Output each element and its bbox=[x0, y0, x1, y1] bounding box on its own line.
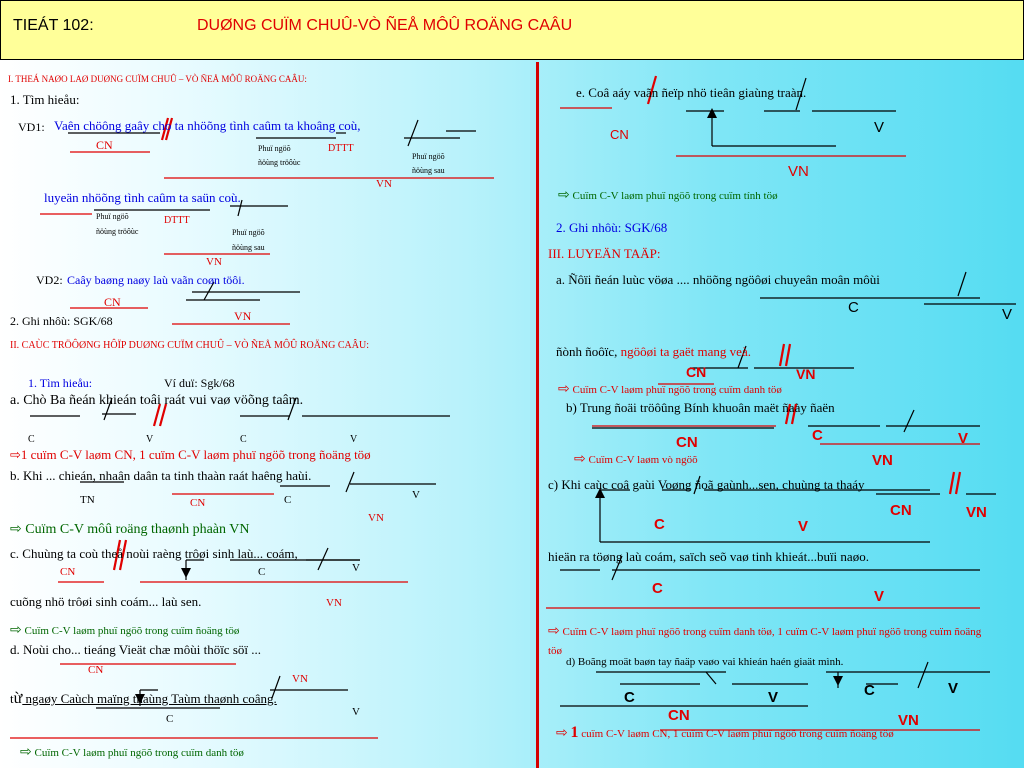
example-c-sentence: c. Chuùng ta coù theå noùi raèng trôøi sinh laù... coám, bbox=[10, 546, 298, 561]
vd1-sentence-2: luyeän nhöõng tình caûm ta saün coù. bbox=[44, 190, 241, 205]
pc-cn: CN bbox=[890, 502, 912, 519]
practice-d-sentence: d) Boãng moät baøn tay ñaäp vaøo vai khieán haén giaät mình. bbox=[566, 656, 844, 668]
vd1-pn-sau-2: ñöùng sau bbox=[412, 166, 445, 175]
section1-subtitle: 1. Tìm hieåu: bbox=[10, 92, 80, 107]
practice-c-sentence: c) Khi caùc coâ gaùi Voøng ñoã gaùnh...sen, chuùng ta thaáy bbox=[548, 477, 865, 492]
section2-example: Ví duï: Sgk/68 bbox=[164, 376, 235, 390]
arrow-icon: ⇨ bbox=[10, 448, 21, 463]
arrow-icon: ⇨ bbox=[548, 623, 560, 639]
pb-vn: VN bbox=[872, 452, 893, 469]
b-tn: TN bbox=[80, 494, 95, 506]
ghi-nho-1: 2. Ghi nhôù: SGK/68 bbox=[10, 314, 113, 328]
practice-c-result: ⇨ Cuïm C-V laøm phuï ngöõ trong cuïm danh töø, 1 cuïm C-V laøm phuï ngöõ trong cuïm ñoäng töø bbox=[548, 623, 982, 657]
pa-vn: VN bbox=[796, 366, 816, 382]
vd1-label: VD1: bbox=[18, 120, 45, 134]
practice-a-sentence: a. Ñôïi ñeán luùc vöøa .... nhöõng ngöôøi chuyeân moân môùi bbox=[556, 272, 880, 287]
arrow-icon: ⇨ bbox=[558, 381, 570, 397]
pa-cn: CN bbox=[686, 364, 707, 380]
practice-c-sentence-2: hieän ra töøng laù coám, saïch seõ vaø tinh khieát...buïi naøo. bbox=[548, 549, 869, 564]
d-v: V bbox=[352, 706, 360, 718]
vd2-label: VD2: bbox=[36, 273, 63, 287]
section1-title: I. THEÁ NAØO LAØ DUØNG CUÏM CHUÛ – VÒ ÑEÅ MÔÛ ROÄNG CAÂU: bbox=[8, 74, 307, 84]
section3-title: III. LUYEÄN TAÄP: bbox=[548, 246, 661, 261]
example-b-sentence: b. Khi ... chieán, nhaân daân ta tinh thaàn raát haêng haùi. bbox=[10, 468, 312, 483]
d-vn: VN bbox=[292, 673, 308, 685]
section2-subtitle: 1. Tìm hieåu: bbox=[28, 376, 93, 390]
section2-title: II. CAÙC TRÖÔØNG HÔÏP DUØNG CUÏM CHUÛ – VÒ ÑEÅ MÔÛ ROÄNG CAÂU: bbox=[10, 340, 369, 351]
vd1b-pn-truoc-2: ñöùng tröôùc bbox=[96, 227, 139, 236]
example-c-result: ⇨ Cuïm C-V laøm phuï ngöõ trong cuïm ñoäng töø bbox=[10, 622, 240, 638]
a-mark-v2: V bbox=[350, 434, 358, 445]
a-mark-c1: C bbox=[28, 434, 35, 445]
vd2-cn: CN bbox=[104, 295, 121, 309]
vd1-pn-truoc-1: Phuï ngöõ bbox=[258, 144, 291, 153]
vd2-sentence: Caây baøng naøy laù vaãn coøn töôi. bbox=[67, 273, 245, 287]
a-mark-v1: V bbox=[146, 434, 154, 445]
vd1-dttt: DTTT bbox=[328, 143, 354, 154]
vd1b-pn-sau-2: ñöùng sau bbox=[232, 243, 265, 252]
c-vn: VN bbox=[326, 597, 342, 609]
vd1b-dttt: DTTT bbox=[164, 215, 190, 226]
e-vn: VN bbox=[788, 163, 809, 180]
practice-d-result: ⇨ 1 cuïm C-V laøm CN, 1 cuïm C-V laøm phuï ngöõ trong cuïm ñoäng töø bbox=[556, 724, 894, 741]
example-e-sentence: e. Coâ aáy vaãn ñeïp nhö tieân giaùng traàn. bbox=[576, 85, 807, 100]
vd1-pn-sau-1: Phuï ngöõ bbox=[412, 152, 445, 161]
vd1-vn: VN bbox=[376, 178, 392, 190]
arrow-icon: ⇨ bbox=[10, 622, 22, 638]
e-v: V bbox=[874, 119, 885, 136]
pb-c: C bbox=[812, 427, 823, 444]
b-vn: VN bbox=[368, 512, 384, 524]
b-cn: CN bbox=[190, 497, 206, 509]
arrow-icon: ⇨ bbox=[574, 451, 586, 467]
ghi-nho-2: 2. Ghi nhôù: SGK/68 bbox=[556, 220, 668, 235]
pd-cn: CN bbox=[668, 707, 690, 724]
b-v: V bbox=[412, 489, 420, 501]
d-cn: CN bbox=[88, 664, 104, 676]
practice-b-result: ⇨ Cuïm C-V laøm vò ngöõ bbox=[574, 451, 698, 467]
pc-v2: V bbox=[874, 588, 885, 605]
pb-v: V bbox=[958, 430, 969, 447]
arrow-icon: ⇨ bbox=[20, 744, 32, 760]
c-cn: CN bbox=[60, 566, 76, 578]
example-a-result: ⇨1 cuïm C-V laøm CN, 1 cuïm C-V laøm phuï ngöõ trong ñoäng töø bbox=[10, 447, 371, 463]
example-e-result: ⇨ Cuïm C-V laøm phuï ngöõ trong cuïm tính töø bbox=[558, 187, 778, 203]
pd-v2: V bbox=[948, 680, 959, 697]
e-cn: CN bbox=[610, 127, 629, 142]
a-mark-c2: C bbox=[240, 434, 247, 445]
vd1-sentence-1: Vaên chöông gaây cho ta nhöõng tình caûm ta khoâng coù, bbox=[54, 118, 361, 133]
pc-v: V bbox=[798, 518, 809, 535]
arrow-icon: ⇨ bbox=[556, 725, 568, 741]
arrow-icon: ⇨ bbox=[10, 521, 22, 537]
arrow-icon: ⇨ bbox=[558, 187, 570, 203]
pc-c: C bbox=[654, 516, 665, 533]
practice-b-sentence: b) Trung ñoäi tröôûng Bính khuoân maët ñaày ñaën bbox=[566, 400, 835, 415]
practice-a-sentence-2: ñònh ñoôïc, ngöôøi ta gaët mang veà. bbox=[556, 344, 751, 359]
example-a-sentence: a. Chò Ba ñeán khieán toâi raát vui vaø vöõng taâm. bbox=[10, 393, 304, 408]
pa-c: C bbox=[848, 299, 859, 316]
example-d-sentence-2: từ ngaøy Caùch maïng thaùng Taùm thaønh coâng. bbox=[10, 690, 277, 707]
pc-vn: VN bbox=[966, 504, 987, 521]
pd-c1: C bbox=[624, 689, 635, 706]
example-d-result: ⇨ Cuïm C-V laøm phuï ngöõ trong cuïm danh töø bbox=[20, 744, 244, 760]
vd1-cn: CN bbox=[96, 138, 113, 152]
c-c: C bbox=[258, 566, 266, 578]
lesson-number: TIEÁT 102: bbox=[13, 17, 94, 34]
pb-cn: CN bbox=[676, 434, 698, 451]
vd1b-pn-sau-1: Phuï ngöõ bbox=[232, 228, 265, 237]
b-c: C bbox=[284, 494, 292, 506]
pc-c2: C bbox=[652, 580, 663, 597]
example-c-sentence-2: cuõng nhö trôøi sinh coám... laù sen. bbox=[10, 594, 202, 609]
vd1-pn-truoc-2: ñöùng tröôùc bbox=[258, 158, 301, 167]
c-v: V bbox=[352, 562, 360, 574]
pd-c2: C bbox=[864, 682, 875, 699]
pd-vn: VN bbox=[898, 712, 919, 729]
pa-v: V bbox=[1002, 306, 1013, 323]
example-d-sentence: d. Noùi cho... tieáng Vieät chæ môùi thöïc söï ... bbox=[10, 642, 261, 657]
d-c: C bbox=[166, 713, 174, 725]
vd1b-pn-truoc-1: Phuï ngöõ bbox=[96, 212, 129, 221]
practice-a-result: ⇨ Cuïm C-V laøm phuï ngöõ trong cuïm danh töø bbox=[558, 381, 782, 397]
lesson-title: DUØNG CUÏM CHUÛ-VÒ ÑEÅ MÔÛ ROÄNG CAÂU bbox=[197, 17, 573, 34]
pd-v1: V bbox=[768, 689, 779, 706]
vd1b-vn: VN bbox=[206, 256, 222, 268]
example-b-result: ⇨ Cuïm C-V môû roäng thaønh phaàn VN bbox=[10, 521, 250, 537]
vd2-vn: VN bbox=[234, 309, 252, 323]
